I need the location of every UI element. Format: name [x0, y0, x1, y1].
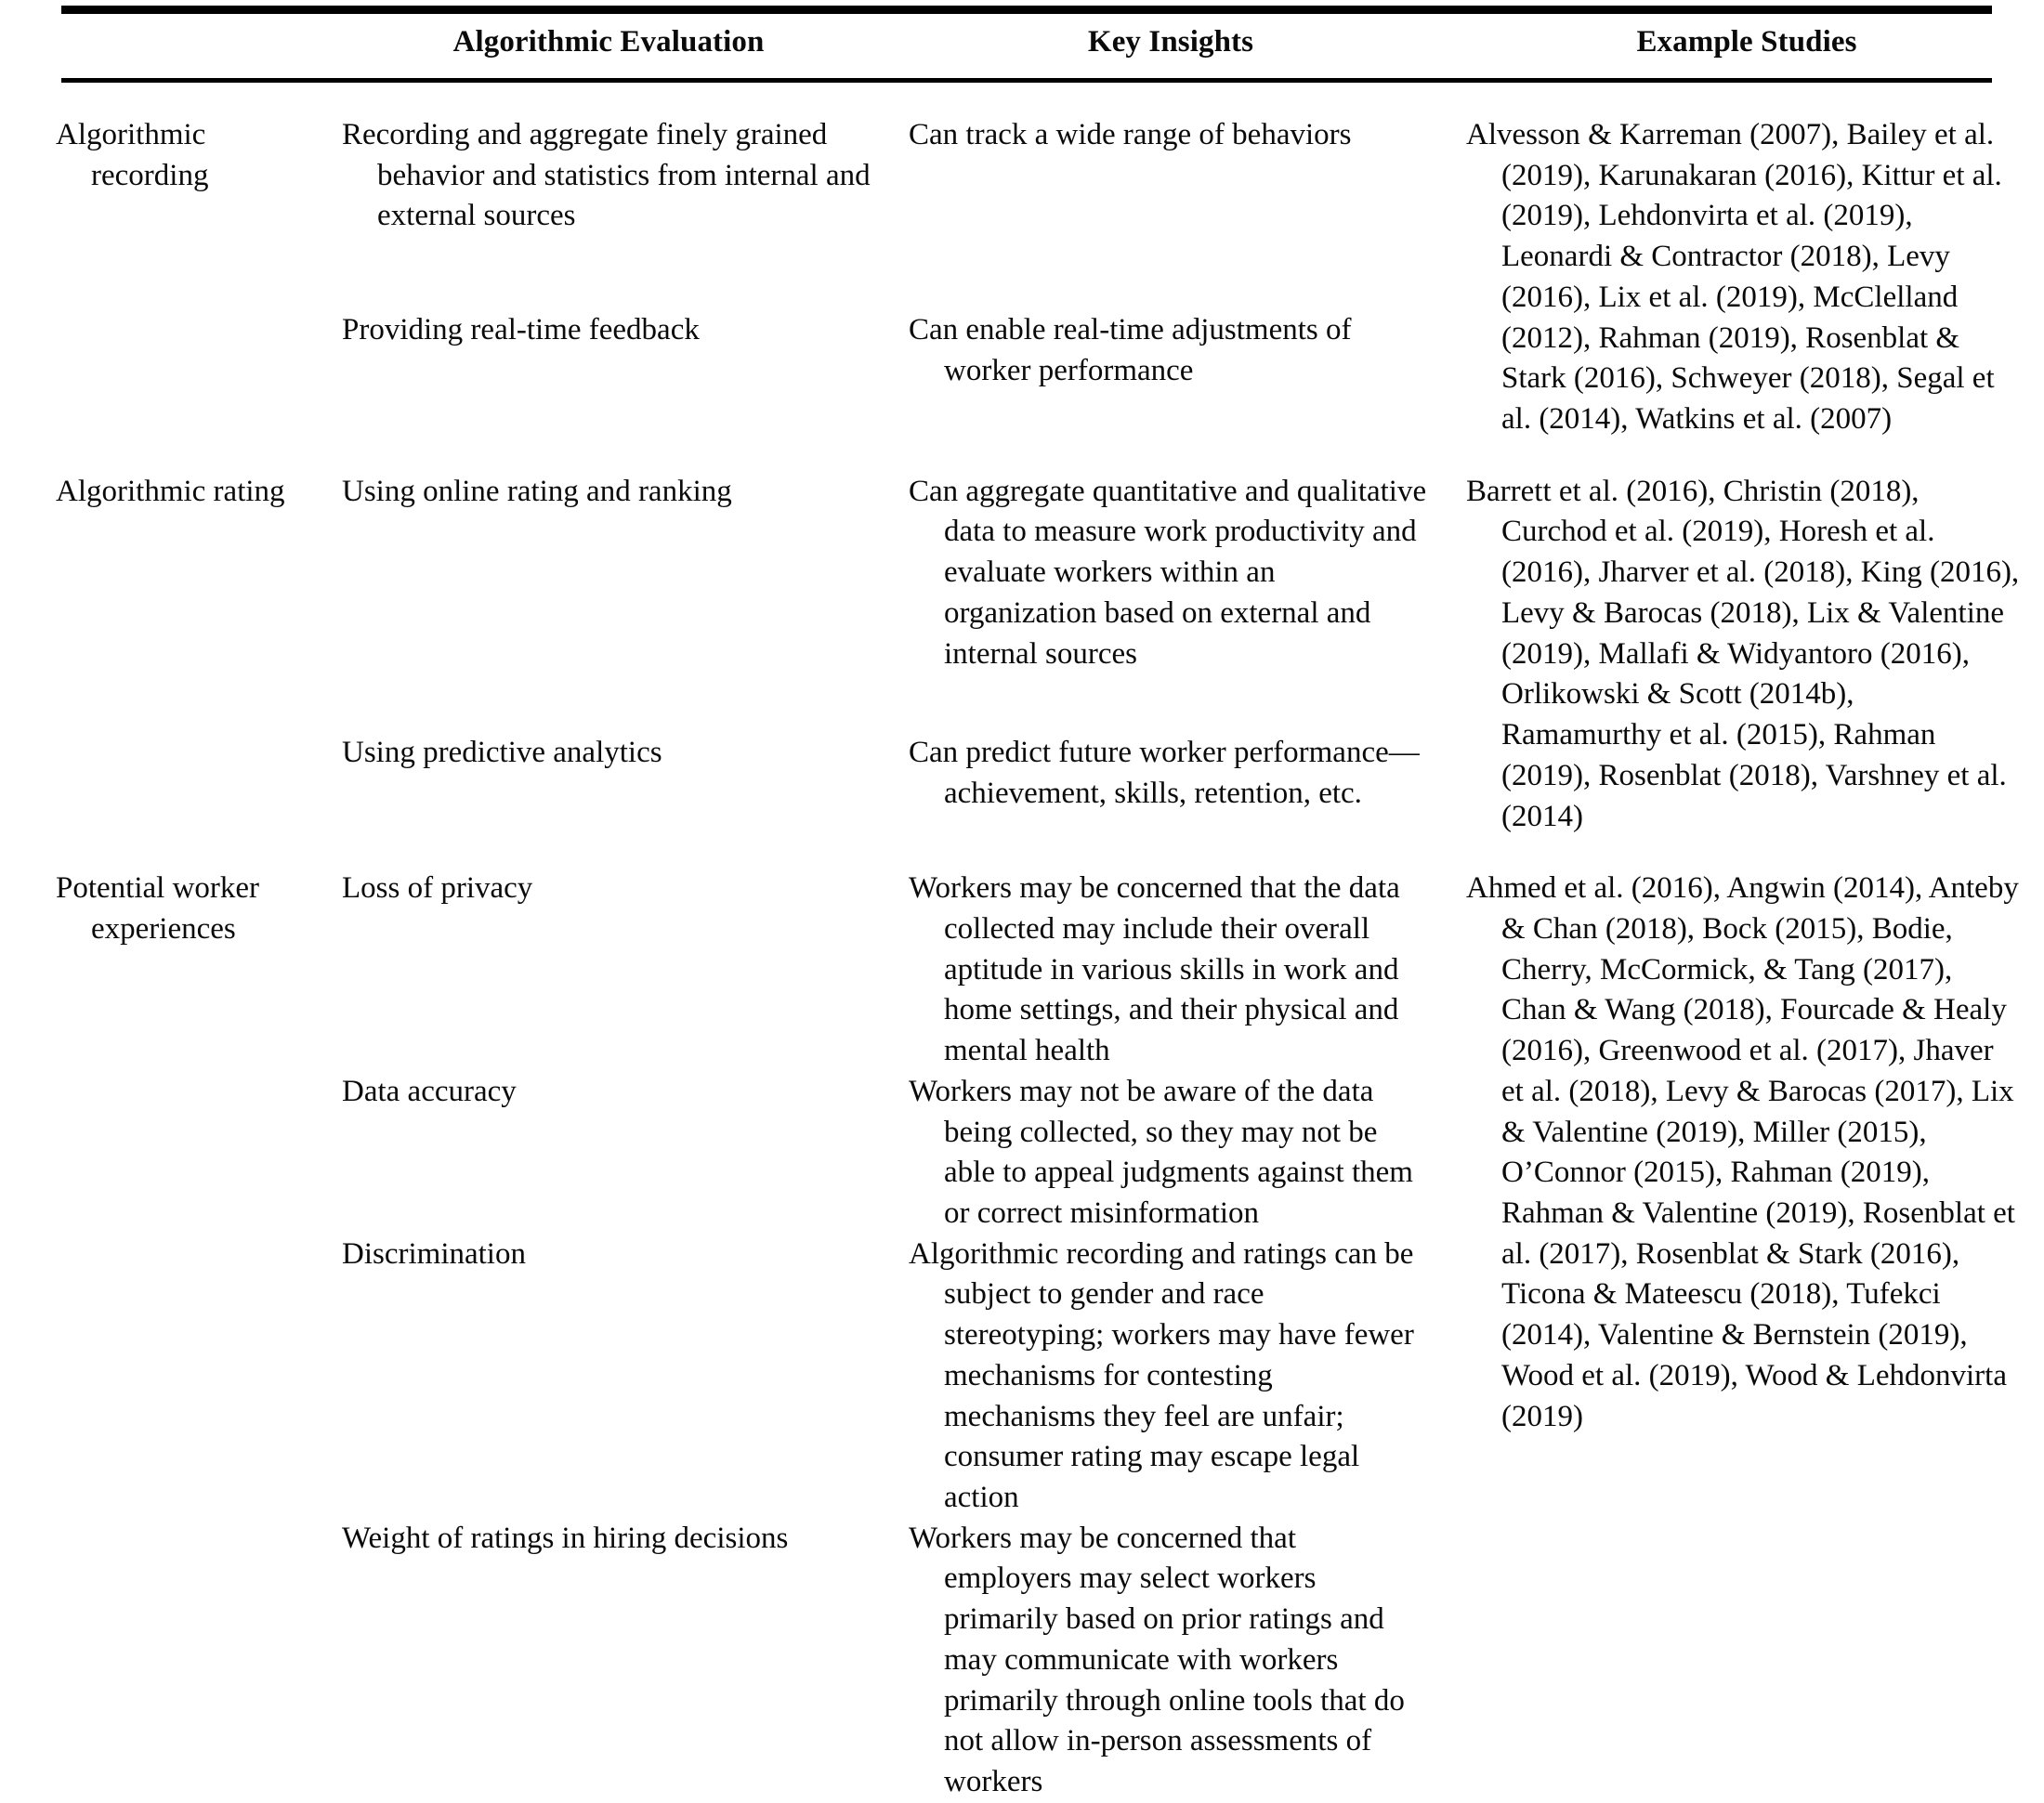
mechanism-text: Discrimination	[342, 1236, 526, 1271]
insight-text: Can aggregate quantitative and qualitative data to measure work productivity and evaluate workers within an organization based on external and internal sources	[909, 474, 1427, 671]
insight-cell	[892, 1235, 1449, 1519]
insight-cell	[892, 1072, 1449, 1235]
spacer-cell	[325, 84, 892, 115]
spacer-cell	[1449, 84, 2044, 115]
studies-text: Alvesson & Karreman (2007), Bailey et al. (2019), Karunakaran (2016), Kittur et al. (2019), Lehdonvirta et al. (2019), Leonardi & Contractor (2018), Levy (2016), Lix et al. (2019), McClelland (2012), Rahman (2019), Rosenblat & Stark (2016), Schweyer (2018), Segal et al. (2014), Watkins et al. (2007)	[1466, 118, 2002, 437]
table-header-rule	[61, 78, 1992, 83]
spacer-cell	[325, 440, 892, 472]
insight-text: Workers may be concerned that the data collected may include their overall aptitude in various skills in work and home settings, and their physical and mental health	[909, 871, 1400, 1068]
mechanism-cell	[325, 115, 892, 310]
category-cell	[0, 472, 325, 837]
mechanism-text: Using online rating and ranking	[342, 474, 732, 508]
category-cell	[0, 869, 325, 1803]
block-spacer	[0, 84, 2044, 115]
studies-cell	[1449, 115, 2044, 440]
table-row	[0, 472, 2044, 733]
block-spacer	[0, 440, 2044, 472]
insight-text: Can enable real-time adjustments of worker performance	[909, 312, 1352, 387]
table-row	[0, 869, 2044, 1072]
column-header-algorithmic-evaluation: Algorithmic Evaluation	[452, 24, 765, 59]
insight-cell	[892, 1519, 1449, 1803]
spacer-cell	[0, 84, 325, 115]
mechanism-cell	[325, 1235, 892, 1519]
spacer-cell	[1449, 837, 2044, 869]
category-label: Algorithmic rating	[56, 474, 285, 508]
insight-cell	[892, 869, 1449, 1072]
spacer-cell	[892, 837, 1449, 869]
studies-text: Barrett et al. (2016), Christin (2018), Curchod et al. (2019), Horesh et al. (2016), Jharver et al. (2018), King (2016), Levy & Barocas (2018), Lix & Valentine (2019), Mallafi & Widyantoro (2016), Orlikowski & Scott (2014b), Ramamurthy et al. (2015), Rahman (2019), Rosenblat (2018), Varshney et al. (2014)	[1466, 474, 2020, 833]
studies-cell	[1449, 869, 2044, 1803]
mechanism-cell	[325, 1072, 892, 1235]
insight-cell	[892, 115, 1449, 310]
mechanism-text: Weight of ratings in hiring decisions	[342, 1521, 789, 1555]
mechanism-cell	[325, 310, 892, 440]
mechanism-text: Data accuracy	[342, 1074, 517, 1108]
column-header-example-studies: Example Studies	[1636, 24, 1857, 59]
insight-cell	[892, 310, 1449, 440]
spacer-cell	[892, 440, 1449, 472]
insight-text: Can track a wide range of behaviors	[909, 118, 1352, 151]
category-cell	[0, 115, 325, 440]
mechanism-text: Using predictive analytics	[342, 735, 662, 769]
mechanism-text: Loss of privacy	[342, 871, 533, 906]
mechanism-cell	[325, 1519, 892, 1803]
spacer-cell	[0, 440, 325, 472]
category-label: Algorithmic recording	[56, 118, 209, 192]
spacer-cell	[892, 84, 1449, 115]
mechanism-cell	[325, 869, 892, 1072]
mechanism-text: Recording and aggregate finely grained behavior and statistics from internal and external sources	[342, 118, 871, 233]
insight-cell	[892, 733, 1449, 837]
insight-text: Algorithmic recording and ratings can be subject to gender and race stereotyping; workers may have fewer mechanisms for contesting mechanisms they feel are unfair; consumer rating may escape legal action	[909, 1236, 1414, 1514]
insight-cell	[892, 472, 1449, 733]
category-label: Potential worker experiences	[56, 871, 260, 946]
block-spacer	[0, 837, 2044, 869]
column-header-key-insights: Key Insights	[1087, 24, 1254, 59]
insight-text: Can predict future worker performance—achievement, skills, retention, etc.	[909, 735, 1420, 810]
spacer-cell	[1449, 440, 2044, 472]
mechanism-text: Providing real-time feedback	[342, 312, 700, 346]
mechanism-cell	[325, 733, 892, 837]
spacer-cell	[0, 837, 325, 869]
insight-text: Workers may be concerned that employers may select workers primarily based on prior ratings and may communicate with workers primarily through online tools that do not allow in-person assessments of workers	[909, 1521, 1405, 1799]
table-body	[0, 84, 2044, 1803]
studies-text: Ahmed et al. (2016), Angwin (2014), Anteby & Chan (2018), Bock (2015), Bodie, Cherry, McCormick, & Tang (2017), Chan & Wang (2018), Fourcade & Healy (2016), Greenwood et al. (2017), Jhaver et al. (2018), Levy & Barocas (2017), Lix & Valentine (2019), Miller (2015), O’Connor (2015), Rahman (2019), Rahman & Valentine (2019), Rosenblat et al. (2017), Rosenblat & Stark (2016), Ticona & Mateescu (2018), Tufekci (2014), Valentine & Bernstein (2019), Wood et al. (2019), Wood & Lehdonvirta (2019)	[1466, 871, 2019, 1433]
insight-text: Workers may not be aware of the data being collected, so they may not be able to appeal judgments against them or correct misinformation	[909, 1074, 1413, 1230]
table-row	[0, 115, 2044, 310]
spacer-cell	[325, 837, 892, 869]
mechanism-cell	[325, 472, 892, 733]
studies-cell	[1449, 472, 2044, 837]
table-top-rule	[61, 6, 1992, 14]
